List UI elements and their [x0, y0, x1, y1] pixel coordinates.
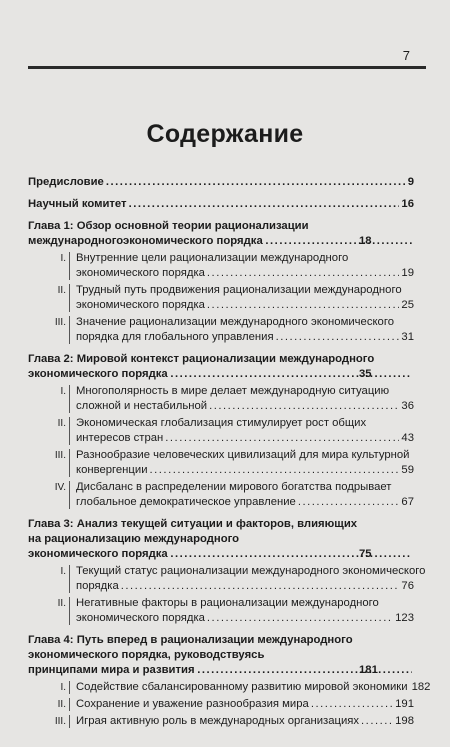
toc-line: экономического порядка ..... 35 [83, 367, 414, 382]
dot-leader [170, 547, 412, 562]
dot-leader [106, 175, 406, 190]
page-ref: 123 [395, 612, 414, 624]
toc-line-text: экономического порядка, руководствуясь [28, 649, 265, 661]
subsection-number: II. [57, 699, 66, 710]
toc-line-text: Многополярность в мире делает международную ситуацию [76, 385, 390, 397]
dot-leader [197, 663, 412, 678]
subsection-rule [69, 565, 70, 593]
chapter-heading [28, 352, 414, 382]
toc-chapter [28, 352, 414, 510]
toc-subsection [28, 251, 414, 281]
dot-leader [129, 197, 400, 212]
toc-line [76, 564, 426, 579]
subsection-rule [69, 417, 70, 445]
toc-line-text: порядка [76, 580, 119, 592]
toc-line [28, 633, 414, 648]
page-ref: 191 [395, 698, 414, 710]
page-ref: 182 [411, 681, 431, 693]
toc-line-text: международногоэкономического порядка [28, 235, 263, 247]
toc-line-text: Глава 4: Путь вперед в рационализации международного [28, 634, 353, 646]
toc-line [76, 579, 414, 594]
chapter-heading [28, 633, 414, 678]
subsection-rule [69, 597, 70, 625]
subsection-number: IV. [54, 482, 66, 493]
toc-line-text: Трудный путь продвижения рационализации международного [76, 284, 402, 296]
section-heading [28, 197, 414, 212]
toc-line [28, 219, 414, 234]
subsection-rule [69, 681, 70, 694]
subsection-rule [69, 284, 70, 312]
toc-line [76, 463, 414, 478]
header-rule [28, 66, 426, 69]
toc-line-text: Дисбаланс в распределении мирового богатства подрывает [76, 481, 392, 493]
toc-line [28, 532, 414, 547]
section-heading [28, 175, 414, 190]
toc-line-text: экономического порядка [28, 368, 168, 380]
toc-line-text: интересов стран [76, 432, 164, 444]
toc-line [76, 266, 414, 281]
toc-line-text: Внутренние цели рационализации международного [76, 252, 349, 264]
toc-line-text: на рационализацию международного [28, 533, 240, 545]
toc-line-text: Текущий статус рационализации международного экономического [76, 565, 426, 577]
dot-leader [165, 431, 399, 446]
toc-line-text: Глава 1: Обзор основной теории рационализации [28, 220, 309, 232]
page-ref: 76 [401, 580, 414, 592]
subsection-number: III. [54, 317, 66, 328]
page-number: 7 [402, 48, 410, 63]
dot-leader [207, 298, 400, 313]
toc-subsection [28, 596, 414, 626]
toc-line [76, 680, 431, 695]
page-ref: 43 [401, 432, 414, 444]
subsection-rule [69, 252, 70, 280]
toc-line-text: порядка для глобального управления [76, 331, 274, 343]
page-title: Содержание [146, 120, 304, 148]
dot-leader [170, 367, 412, 382]
toc-line-text: Предисловие [28, 176, 104, 188]
page-ref: 19 [401, 267, 414, 279]
toc-line-text: Значение рационализации международного экономического [76, 316, 394, 328]
toc-line [76, 596, 414, 611]
subsection-text [70, 251, 414, 281]
subsection-rule [69, 385, 70, 413]
toc-line [76, 399, 414, 414]
page-ref: 198 [395, 715, 414, 727]
dot-leader [207, 611, 393, 626]
subsection-number: II. [57, 598, 66, 609]
toc-line-text: Содействие сбалансированному развитию мировой экономики [76, 681, 408, 693]
dot-leader [311, 697, 393, 712]
subsection-text [70, 416, 414, 446]
subsection-number: II. [57, 418, 66, 429]
dot-leader [361, 714, 393, 729]
subsection-text [70, 448, 414, 478]
subsection-rule [69, 449, 70, 477]
toc-line-text: экономического порядка [76, 612, 205, 624]
toc-line-text: Научный комитет [28, 198, 127, 210]
page-ref: 16 [401, 198, 414, 210]
subsection-text [70, 315, 414, 345]
toc-line [76, 330, 414, 345]
toc-line-text: сложной и нестабильной [76, 400, 208, 412]
dot-leader [276, 330, 400, 345]
toc-line-text: экономического порядка [76, 267, 205, 279]
toc-subsection [28, 384, 414, 414]
toc-line-text: Разнообразие человеческих цивилизаций для мира культурной [76, 449, 410, 461]
toc-subsection [28, 697, 414, 712]
subsection-number: I. [60, 566, 66, 577]
toc-line-text: Сохранение и уважение разнообразия мира [76, 698, 309, 710]
subsection-text [70, 596, 414, 626]
toc-subsection [28, 480, 414, 510]
toc-line [76, 283, 414, 298]
toc-line-text: экономического порядка [28, 548, 168, 560]
toc-line [76, 448, 414, 463]
toc-line [76, 697, 414, 712]
subsection-number: I. [60, 253, 66, 264]
dot-leader [121, 579, 400, 594]
toc-subsection [28, 564, 426, 594]
subsection-text [70, 680, 431, 695]
toc-line-text: Глава 2: Мировой контекст рационализации международного [28, 353, 375, 365]
toc-line [76, 298, 414, 313]
toc-line [76, 384, 414, 399]
toc-line-text: конвергенции [76, 464, 148, 476]
subsection-text [70, 283, 414, 313]
page-ref: 36 [401, 400, 414, 412]
page-ref: 9 [407, 176, 414, 188]
toc-subsection [28, 315, 414, 345]
subsection-rule [69, 316, 70, 344]
subsection-rule [69, 481, 70, 509]
toc-line-text: экономического порядка [76, 299, 205, 311]
toc-line: экономического порядка ..... 75 [83, 547, 414, 562]
toc-line [76, 611, 414, 626]
toc-subsection [28, 416, 414, 446]
chapter-heading [28, 517, 414, 562]
dot-leader [265, 234, 412, 249]
toc-section [28, 175, 414, 190]
table-of-contents [28, 175, 431, 736]
dot-leader [207, 266, 400, 281]
toc-subsection [28, 714, 414, 729]
page-ref: 25 [401, 299, 414, 311]
toc-line [76, 251, 414, 266]
toc-line-text: Глава 3: Анализ текущей ситуации и факторов, влияющих [28, 518, 358, 530]
toc-chapter [28, 219, 414, 345]
toc-line: принципами мира и развития ..... 181 [83, 663, 414, 678]
dot-leader [209, 399, 399, 414]
subsection-text [70, 564, 426, 594]
page-ref: 31 [401, 331, 414, 343]
toc-line [76, 714, 414, 729]
toc-line [76, 416, 414, 431]
subsection-text [70, 697, 414, 712]
toc-line-text: Играя активную роль в международных организациях [76, 715, 360, 727]
toc-subsection [28, 283, 414, 313]
chapter-heading [28, 219, 414, 249]
subsection-number: I. [60, 682, 66, 693]
toc-line [76, 480, 414, 495]
subsection-text [70, 714, 414, 729]
subsection-rule [69, 715, 70, 728]
toc-line [28, 197, 414, 212]
toc-line [28, 517, 414, 532]
toc-line [28, 175, 414, 190]
toc-line [28, 648, 414, 663]
page-ref: 59 [401, 464, 414, 476]
toc-line: международногоэкономического порядка ..... 18 [83, 234, 414, 249]
toc-subsection [28, 680, 431, 695]
dot-leader [298, 495, 400, 510]
subsection-text [70, 480, 414, 510]
toc-line [76, 431, 414, 446]
toc-chapter [28, 633, 431, 729]
subsection-number: III. [54, 716, 66, 727]
dot-leader [150, 463, 400, 478]
toc-line [76, 495, 414, 510]
toc-section [28, 197, 414, 212]
page-ref: 67 [401, 496, 414, 508]
subsection-number: I. [60, 386, 66, 397]
toc-line [76, 315, 414, 330]
subsection-number: III. [54, 450, 66, 461]
toc-line-text: глобальное демократическое управление [76, 496, 296, 508]
subsection-rule [69, 698, 70, 711]
subsection-number: II. [57, 285, 66, 296]
toc-line [28, 352, 414, 367]
subsection-text [70, 384, 414, 414]
toc-subsection [28, 448, 414, 478]
toc-line-text: Негативные факторы в рационализации международного [76, 597, 379, 609]
toc-chapter [28, 517, 426, 626]
toc-line-text: Экономическая глобализация стимулирует рост общих [76, 417, 367, 429]
toc-line-text: принципами мира и развития [28, 664, 195, 676]
